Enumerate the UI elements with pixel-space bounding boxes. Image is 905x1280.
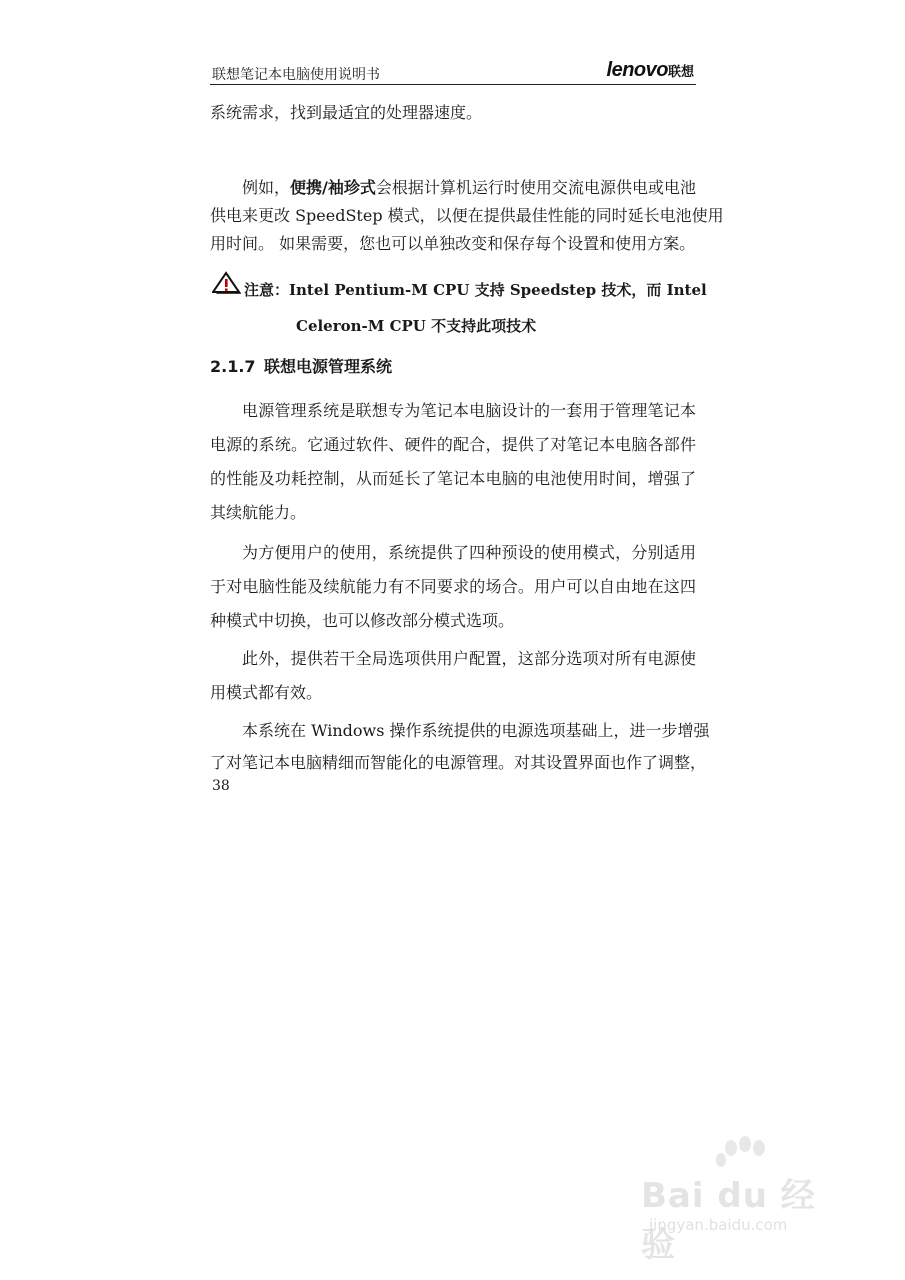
paragraph-line: 电源管理系统是联想专为笔记本电脑设计的一套用于管理笔记本	[242, 401, 696, 420]
logo-text: lenovo	[606, 59, 668, 81]
paragraph-line: 种模式中切换，也可以修改部分模式选项。	[210, 611, 515, 630]
header-rule	[210, 84, 696, 85]
logo-cn-text: 联想	[667, 65, 694, 80]
paragraph-line: 供电来更改 SpeedStep 模式，以便在提供最佳性能的同时延长电池使用	[210, 206, 724, 225]
section-heading	[210, 356, 392, 378]
paragraph-line: 的性能及功耗控制，从而延长了笔记本电脑的电池使用时间，增强了	[210, 469, 696, 488]
paragraph-line: 本系统在 Windows 操作系统提供的电源选项基础上，进一步增强	[242, 721, 710, 740]
note-line: Celeron-M CPU 不支持此项技术	[296, 317, 537, 335]
text-line: 系统需求，找到最适宜的处理器速度。	[210, 103, 483, 122]
section-number: 2.1.7	[210, 357, 256, 376]
paragraph-line: 此外，提供若干全局选项供用户配置，这部分选项对所有电源使	[242, 649, 696, 668]
header-title: 联想笔记本电脑使用说明书	[212, 67, 380, 83]
paragraph-line: 其续航能力。	[210, 503, 307, 522]
note-line: 注意：Intel Pentium-M CPU 支持 Speedstep 技术，而 Intel	[244, 281, 707, 299]
watermark-url: jingyan.baidu.com	[649, 1216, 788, 1234]
section-title: 联想电源管理系统	[264, 357, 393, 376]
paragraph-line: 于对电脑性能及续航能力有不同要求的场合。用户可以自由地在这四	[210, 577, 696, 596]
paragraph-line: 电源的系统。它通过软件、硬件的配合，提供了对笔记本电脑各部件	[210, 435, 696, 454]
baidu-watermark	[623, 1128, 843, 1265]
lenovo-logo	[607, 59, 694, 82]
paragraph-line: 为方便用户的使用，系统提供了四种预设的使用模式，分别适用	[242, 543, 696, 562]
paragraph-line: 用时间。 如果需要，您也可以单独改变和保存每个设置和使用方案。	[210, 234, 696, 253]
paragraph-line: 用模式都有效。	[210, 683, 323, 702]
paragraph-line: 例如，便携/袖珍式会根据计算机运行时使用交流电源供电或电池	[242, 178, 696, 197]
page-number: 38	[212, 778, 230, 794]
watermark-text: Bai du 经验	[641, 1176, 816, 1265]
paragraph-line: 了对笔记本电脑精细而智能化的电源管理。对其设置界面也作了调整，	[210, 753, 707, 772]
warning-icon	[212, 271, 242, 295]
